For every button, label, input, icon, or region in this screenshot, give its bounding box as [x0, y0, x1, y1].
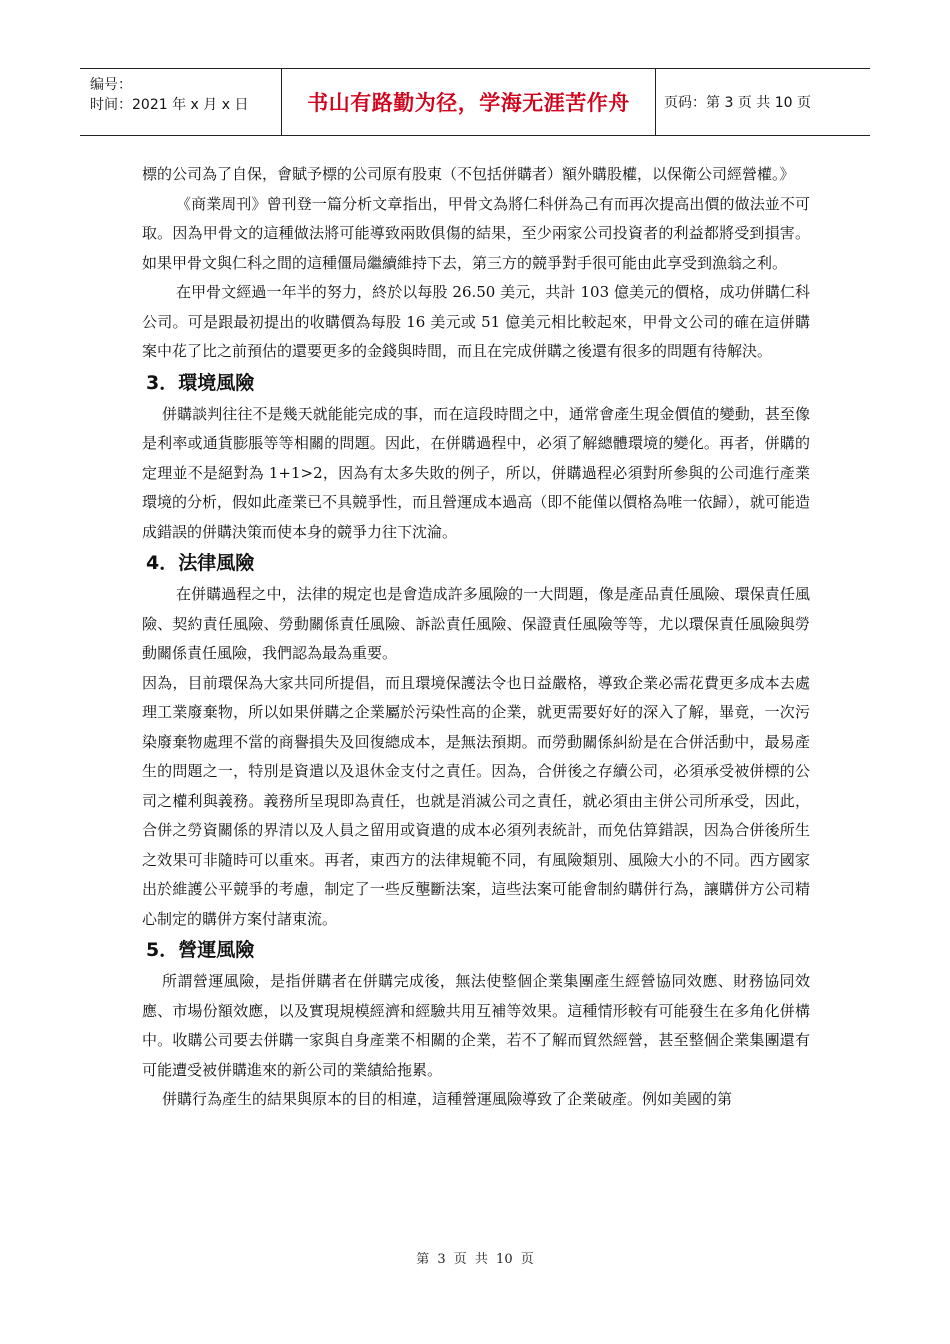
paragraph: 因為，目前環保為大家共同所提倡，而且環境保護法令也日益嚴格，導致企業必需花費更多成本去處理工業廢棄物，所以如果併購之企業屬於污染性高的企業，就更需要好好的深入了解，畢竟，一次污染廢棄物處理不當的商譽損失及回復總成本，是無法預期。而勞動關係糾紛是在合併活動中，最易產生的問題之一，特別是資遣以及退休金支付之責任。因為，合併後之存續公司，必須承受被併標的公司之權利與義務。義務所呈現即為責任，也就是消滅公司之責任，就必須由主併公司所承受，因此，合併之勞資關係的界清以及人員之留用或資遣的成本必須列表統計，而免估算錯誤，因為合併後所生之效果可非隨時可以重來。再者，東西方的法律規範不同，有風險類別、風險大小的不同。西方國家出於維護公平競爭的考慮，制定了一些反壟斷法案，這些法案可能會制約購併行為，讓購併方公司精心制定的購併方案付諸東流。 [142, 673, 810, 928]
paragraph: 併購談判往往不是幾天就能能完成的事，而在這段時間之中，通常會產生現金價值的變動，甚至像是利率或通貨膨脹等等相關的問題。因此，在併購過程中，必須了解總體環境的變化。再者，併購的定理並不是絕對為 1+1>2，因為有太多失敗的例子，所以，併購過程必須對所參與的公司進行產業環境的分析，假如此產業已不具競爭性，而且營運成本過高（即不能僅以價格為唯一依歸），就可能造成錯誤的併購決策而使本身的競爭力往下沈淪。 [142, 404, 810, 541]
paragraph: 併購行為產生的結果與原本的目的相違，這種營運風險導致了企業破產。例如美國的第 [162, 1090, 733, 1108]
document-date-label: 时间：2021 年 x 月 x 日 [90, 97, 249, 113]
header-motto: 书山有路勤为径，学海无涯苦作舟 [282, 69, 656, 135]
page-header [80, 68, 870, 136]
paragraph: 在併購過程之中，法律的規定也是會造成許多風險的一大問題，像是產品責任風險、環保責任風險、契約責任風險、勞動關係責任風險、訴訟責任風險、保證責任風險等等，尤以環保責任風險與勞動關係責任風險，我們認為最為重要。 [142, 585, 810, 662]
document-body [142, 160, 810, 1115]
header-meta [80, 69, 282, 135]
section-heading-legal-risk: 4．法律風險 [146, 552, 255, 574]
section-heading-environment-risk: 3．環境風險 [146, 371, 255, 394]
section-heading-operational-risk: 5．營運風險 [146, 939, 255, 961]
paragraph: 《商業周刊》曾刊登一篇分析文章指出，甲骨文為將仁科併為己有而再次提高出價的做法並不可取。因為甲骨文的這種做法將可能導致兩敗俱傷的結果，至少兩家公司投資者的利益都將受到損害。如果甲骨文與仁科之間的這種僵局繼續維持下去，第三方的競爭對手很可能由此享受到漁翁之利。 [142, 194, 810, 272]
header-page-number: 页码：第 3 页 共 10 页 [664, 95, 811, 111]
paragraph: 所謂營運風險，是指併購者在併購完成後，無法使整個企業集團產生經營協同效應、財務協同效應、市場份額效應，以及實現規模經濟和經驗共用互補等效果。這種情形較有可能發生在多角化併構中。收購公司要去併購一家與自身產業不相關的企業，若不了解而貿然經營，甚至整個企業集團還有可能遭受被併購進來的新公司的業績給拖累。 [142, 972, 810, 1079]
page-footer: 第 3 页 共 10 页 [416, 1252, 534, 1267]
paragraph: 標的公司為了自保，會賦予標的公司原有股東（不包括併購者）額外購股權，以保衛公司經營權。》 [142, 165, 795, 183]
document-number-label: 编号： [90, 77, 132, 93]
paragraph: 在甲骨文經過一年半的努力，終於以每股 26.50 美元，共計 103 億美元的價格，成功併購仁科公司。可是跟最初提出的收購價為每股 16 美元或 51 億美元相比較起來，甲骨文公司的確在這併購案中花了比之前預估的還要更多的金錢與時間，而且在完成併購之後還有很多的問題有待解決。 [142, 283, 810, 360]
